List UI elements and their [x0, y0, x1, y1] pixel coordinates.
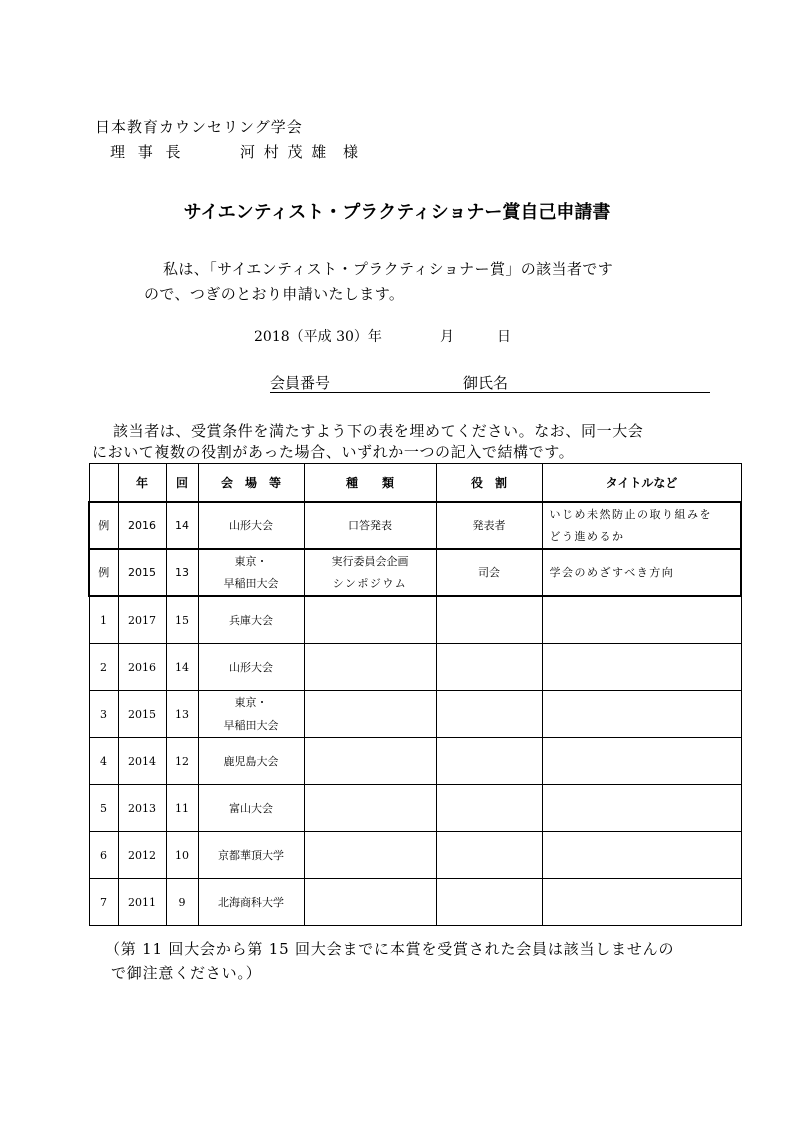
row-type-cell[interactable]: [304, 879, 436, 926]
row-title-cell[interactable]: [542, 738, 741, 785]
instructions-line-2: において複数の役割があった場合、いずれか一つの記入で結構です。: [92, 443, 575, 461]
example-title: 学会のめざすべき方向: [542, 549, 741, 596]
row-type-cell[interactable]: [304, 738, 436, 785]
row-title-cell[interactable]: [542, 644, 741, 691]
row-number: 2: [89, 644, 118, 691]
header-cell-blank: [89, 464, 118, 503]
example-title-line-2: どう進めるか: [549, 529, 625, 543]
row-venue: 北海商科大学: [198, 879, 304, 926]
row-number: 3: [89, 691, 118, 738]
instructions-line-1: 該当者は、受賞条件を満たすよう下の表を埋めてください。なお、同一大会: [113, 422, 644, 440]
row-round: 15: [166, 596, 198, 644]
example-type: [304, 549, 436, 596]
row-venue: 鹿児島大会: [198, 738, 304, 785]
row-role-cell[interactable]: [436, 785, 542, 832]
row-year: 2012: [118, 832, 166, 879]
date-year: 2018（平成 30）年: [254, 329, 382, 345]
row-type-cell[interactable]: [304, 691, 436, 738]
example-label: 例: [89, 549, 118, 596]
entries-table: [88, 463, 742, 926]
example-label: 例: [89, 502, 118, 549]
row-title-cell[interactable]: [542, 879, 741, 926]
example-venue-line-1: 東京・: [234, 554, 268, 568]
row-type-cell[interactable]: [304, 832, 436, 879]
member-number-label: 会員番号: [270, 374, 331, 392]
addressee-name: 河 村 茂 雄: [240, 143, 329, 161]
row-role-cell[interactable]: [436, 691, 542, 738]
row-venue-line-2: 早稲田大会: [223, 719, 279, 732]
table-row: [89, 644, 741, 691]
example-type: [304, 502, 436, 549]
row-year: 2015: [118, 691, 166, 738]
addressee-position: 理 事 長: [110, 143, 185, 161]
example-row: [89, 502, 741, 549]
row-role-cell[interactable]: [436, 644, 542, 691]
member-name-label: 御氏名: [463, 374, 509, 392]
row-round: 13: [166, 691, 198, 738]
example-venue-line-2: 早稲田大会: [223, 576, 279, 590]
example-type-line-2: シンポジウム: [332, 576, 408, 590]
header-year: 年: [118, 464, 166, 503]
row-role-cell[interactable]: [436, 596, 542, 644]
row-year: 2014: [118, 738, 166, 785]
row-venue: 山形大会: [198, 644, 304, 691]
example-title: [542, 502, 741, 549]
row-venue: 京都華頂大学: [198, 832, 304, 879]
table-row: [89, 832, 741, 879]
row-role-cell[interactable]: [436, 738, 542, 785]
example-row: [89, 549, 741, 596]
row-year: 2016: [118, 644, 166, 691]
row-round: 10: [166, 832, 198, 879]
example-round: 13: [166, 549, 198, 596]
row-number: 1: [89, 596, 118, 644]
row-venue-line-1: 東京・: [234, 696, 268, 709]
note-line-2: で御注意ください。）: [111, 964, 262, 982]
example-title-line-1: いじめ未然防止の取り組みを: [549, 507, 712, 521]
header-round: 回: [166, 464, 198, 503]
row-role-cell[interactable]: [436, 879, 542, 926]
example-venue: [198, 502, 304, 549]
row-type-cell[interactable]: [304, 644, 436, 691]
row-year: 2011: [118, 879, 166, 926]
table-row: [89, 738, 741, 785]
example-round: 14: [166, 502, 198, 549]
row-number: 4: [89, 738, 118, 785]
application-date: [254, 326, 511, 346]
intro-line-2: ので、つぎのとおり申請いたします。: [144, 285, 405, 303]
member-info-line[interactable]: [270, 372, 710, 393]
organization-name: 日本教育カウンセリング学会: [95, 118, 303, 136]
addressee: [110, 141, 358, 162]
row-type-cell[interactable]: [304, 785, 436, 832]
table-row: [89, 691, 741, 738]
example-role: 発表者: [436, 502, 542, 549]
row-venue: 兵庫大会: [198, 596, 304, 644]
table-row: [89, 879, 741, 926]
date-day: 日: [497, 329, 511, 345]
row-round: 11: [166, 785, 198, 832]
header-type: 種 類: [304, 464, 436, 503]
intro-line-1: 私は、「サイエンティスト・プラクティショナー賞」の該当者です: [163, 260, 614, 278]
addressee-honorific: 様: [343, 143, 359, 161]
row-role-cell[interactable]: [436, 832, 542, 879]
example-role: 司会: [436, 549, 542, 596]
table-row: [89, 785, 741, 832]
row-title-cell[interactable]: [542, 596, 741, 644]
header-title: タイトルなど: [542, 464, 741, 503]
example-type-line-1: 実行委員会企画: [331, 554, 409, 568]
row-round: 14: [166, 644, 198, 691]
row-title-cell[interactable]: [542, 691, 741, 738]
table-header-row: [89, 464, 741, 503]
header-role: 役 割: [436, 464, 542, 503]
example-year: 2015: [118, 549, 166, 596]
example-year: 2016: [118, 502, 166, 549]
example-venue: [198, 549, 304, 596]
row-title-cell[interactable]: [542, 785, 741, 832]
header-venue: 会 場 等: [198, 464, 304, 503]
row-venue: [198, 691, 304, 738]
row-number: 6: [89, 832, 118, 879]
row-year: 2013: [118, 785, 166, 832]
document-title: サイエンティスト・プラクティショナー賞自己申請書: [183, 202, 611, 223]
row-round: 9: [166, 879, 198, 926]
table-row: [89, 596, 741, 644]
row-year: 2017: [118, 596, 166, 644]
row-number: 7: [89, 879, 118, 926]
note-line-1: （第 11 回大会から第 15 回大会までに本賞を受賞された会員は該当しませんの: [105, 940, 675, 958]
row-round: 12: [166, 738, 198, 785]
row-venue: 富山大会: [198, 785, 304, 832]
example-type-line-1: 口答発表: [348, 518, 392, 532]
example-venue-line-1: 山形大会: [229, 518, 273, 532]
row-title-cell[interactable]: [542, 832, 741, 879]
row-number: 5: [89, 785, 118, 832]
date-month: 月: [440, 329, 454, 345]
row-type-cell[interactable]: [304, 596, 436, 644]
